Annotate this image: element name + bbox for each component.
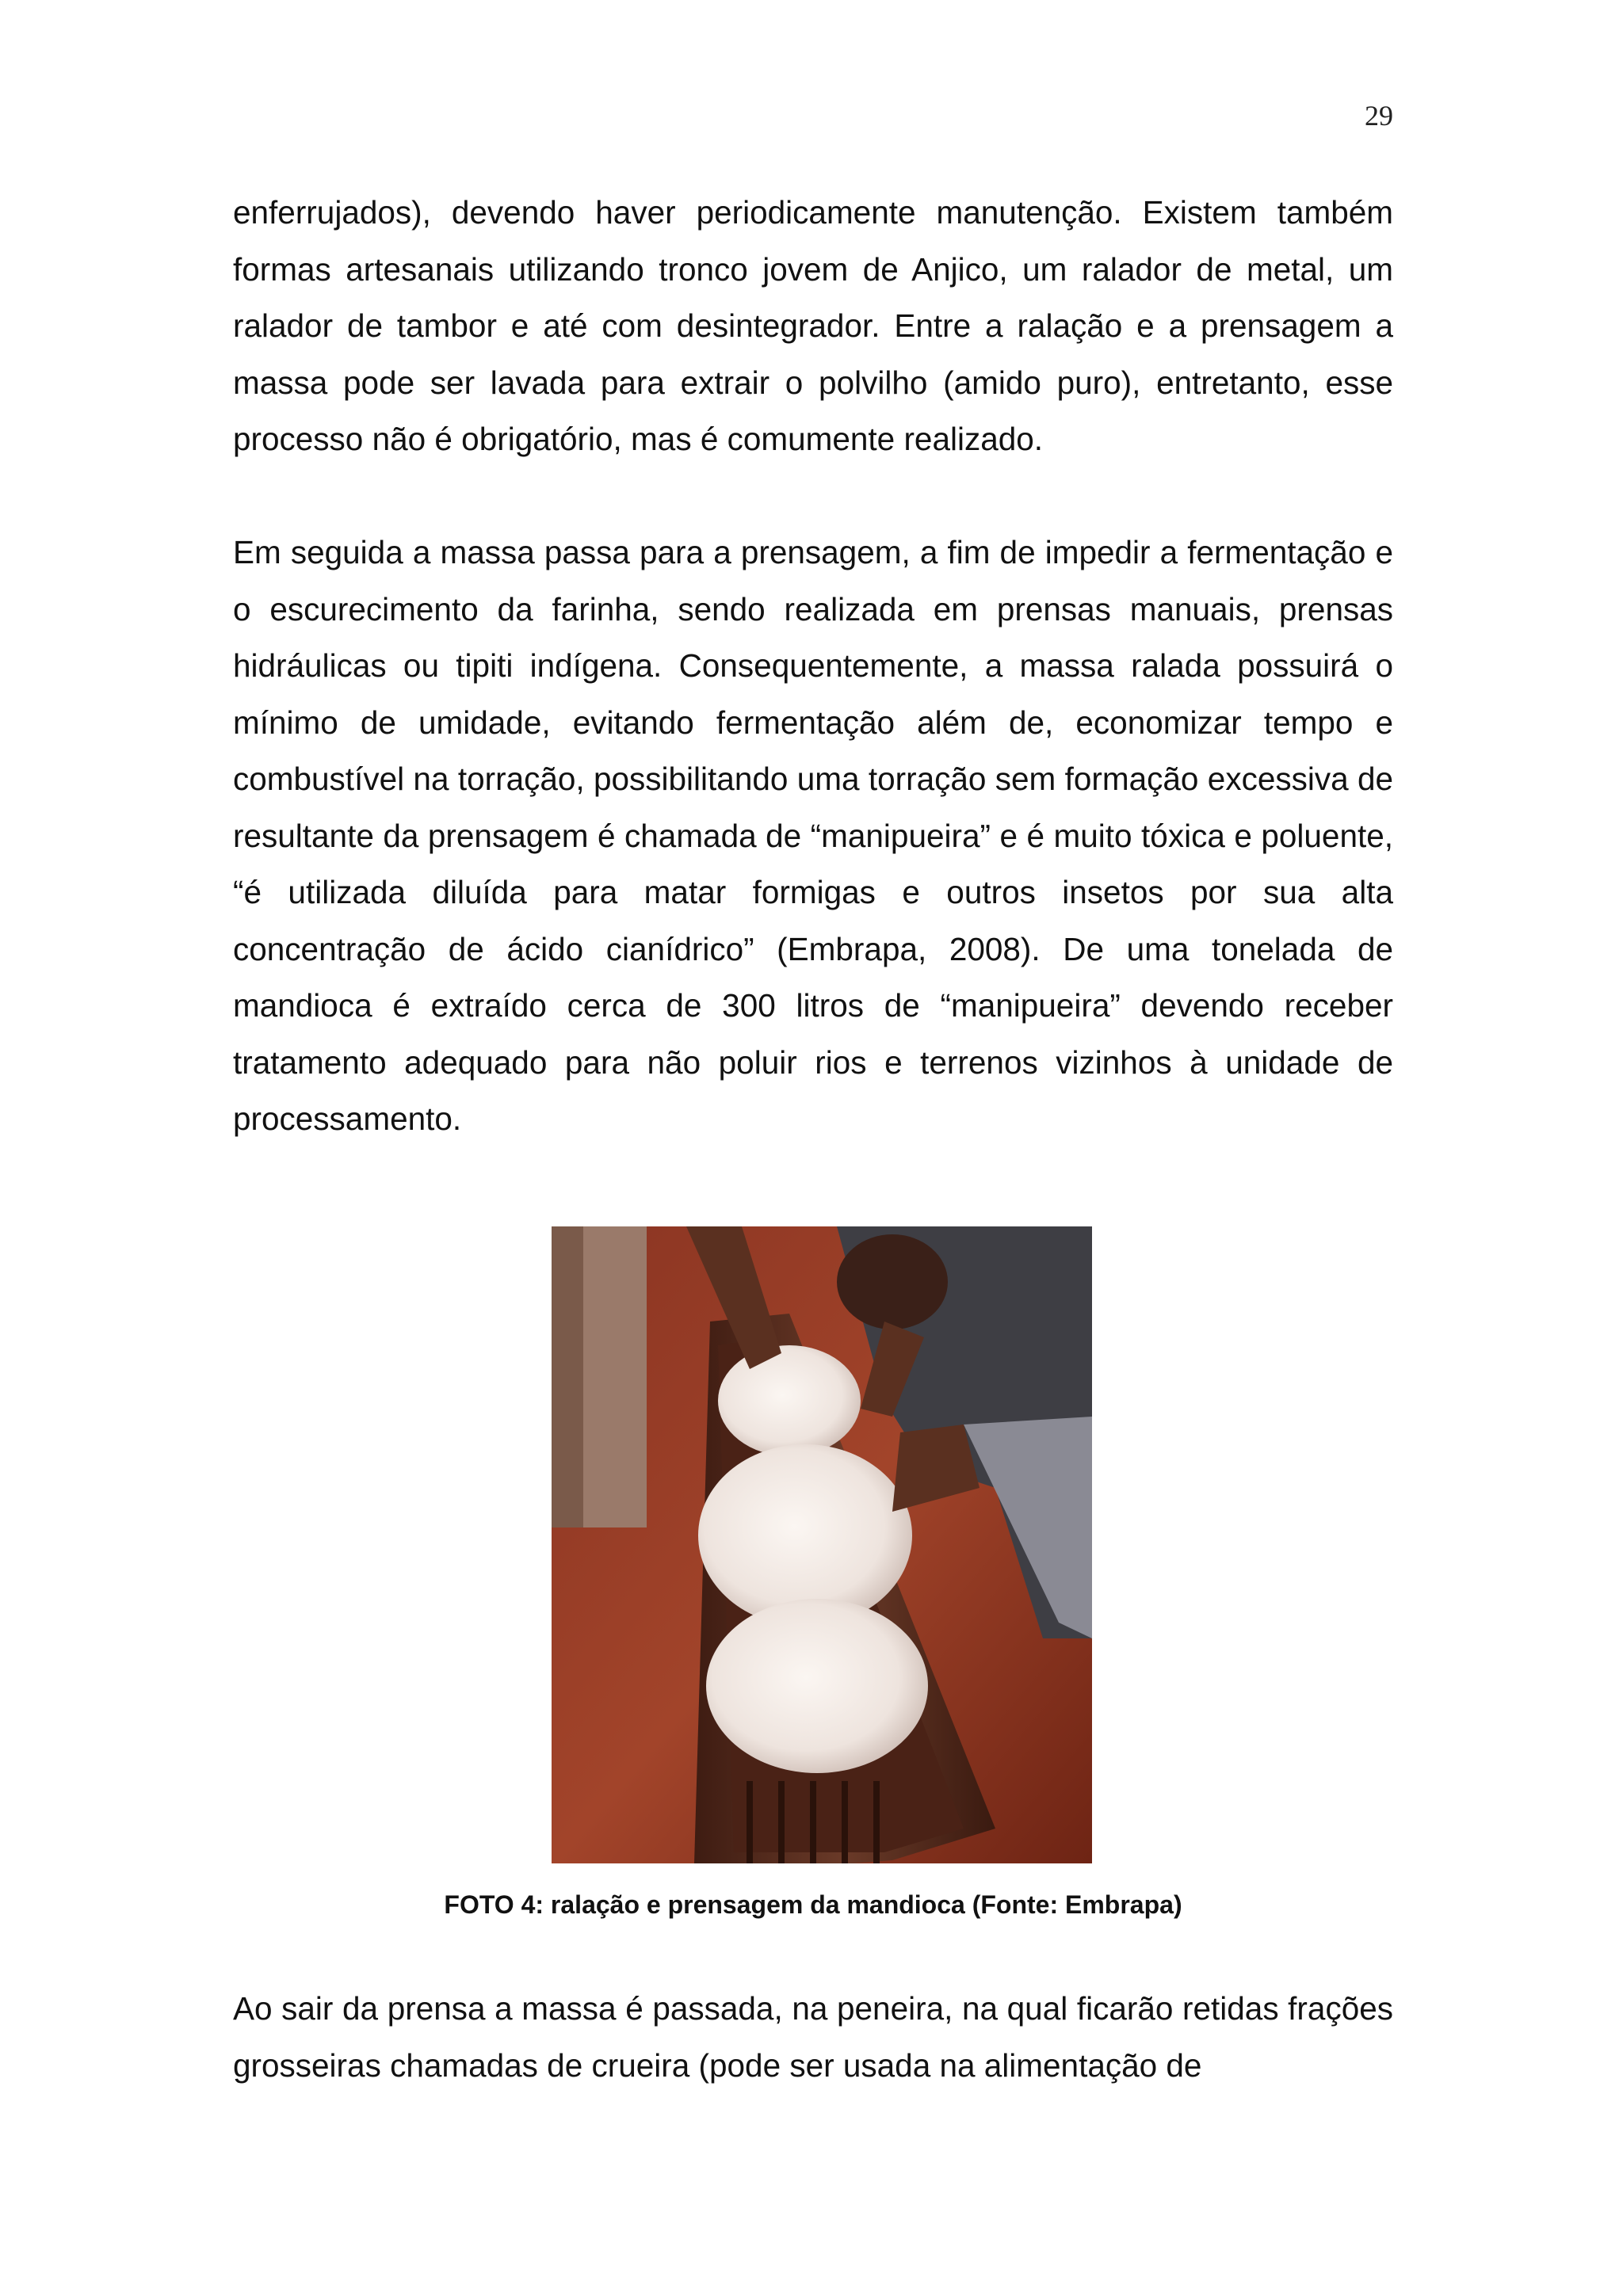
paragraph-1: enferrujados), devendo haver periodicamente manutenção. Existem também formas artesanais utilizando tronco jovem de Anjico, um ralador de metal, um ralador de tambor e até com desintegrador. Entre a ralação e a prensagem a massa pode ser lavada para extrair o polvilho (amido puro), entretanto, esse processo não é obrigatório, mas é comumente realizado. xyxy=(233,194,1393,457)
paragraph-3: Ao sair da prensa a massa é passada, na peneira, na qual ficarão retidas frações grosseiras chamadas de crueira (pode ser usada na alimentação de xyxy=(233,1990,1393,2084)
paragraph-2: Em seguida a massa passa para a prensagem, a fim de impedir a fermentação e o escurecimento da farinha, sendo realizada em prensas manuais, prensas hidráulicas ou tipiti indígena. Consequentemente, a massa ralada possuirá o mínimo de umidade, evitando fermentação além de, economizar tempo e combustível na torração, possibilitando uma torração sem formação excessiva de resultante da prensagem é chamada de “manipueira” e é muito tóxica e poluente, “é utilizada diluída para matar formigas e outros insetos por sua alta concentração de ácido cianídrico” (Embrapa, 2008). De uma tonelada de mandioca é extraído cerca de 300 litros de “manipueira” devendo receber tratamento adequado para não poluir rios e terrenos vizinhos à unidade de processamento. xyxy=(233,534,1393,1137)
figure-caption: FOTO 4: ralação e prensagem da mandioca (Fonte: Embrapa) xyxy=(444,1890,1182,1919)
photo-cassava-pressing xyxy=(552,1226,1092,1863)
page-number: 29 xyxy=(1365,100,1393,132)
